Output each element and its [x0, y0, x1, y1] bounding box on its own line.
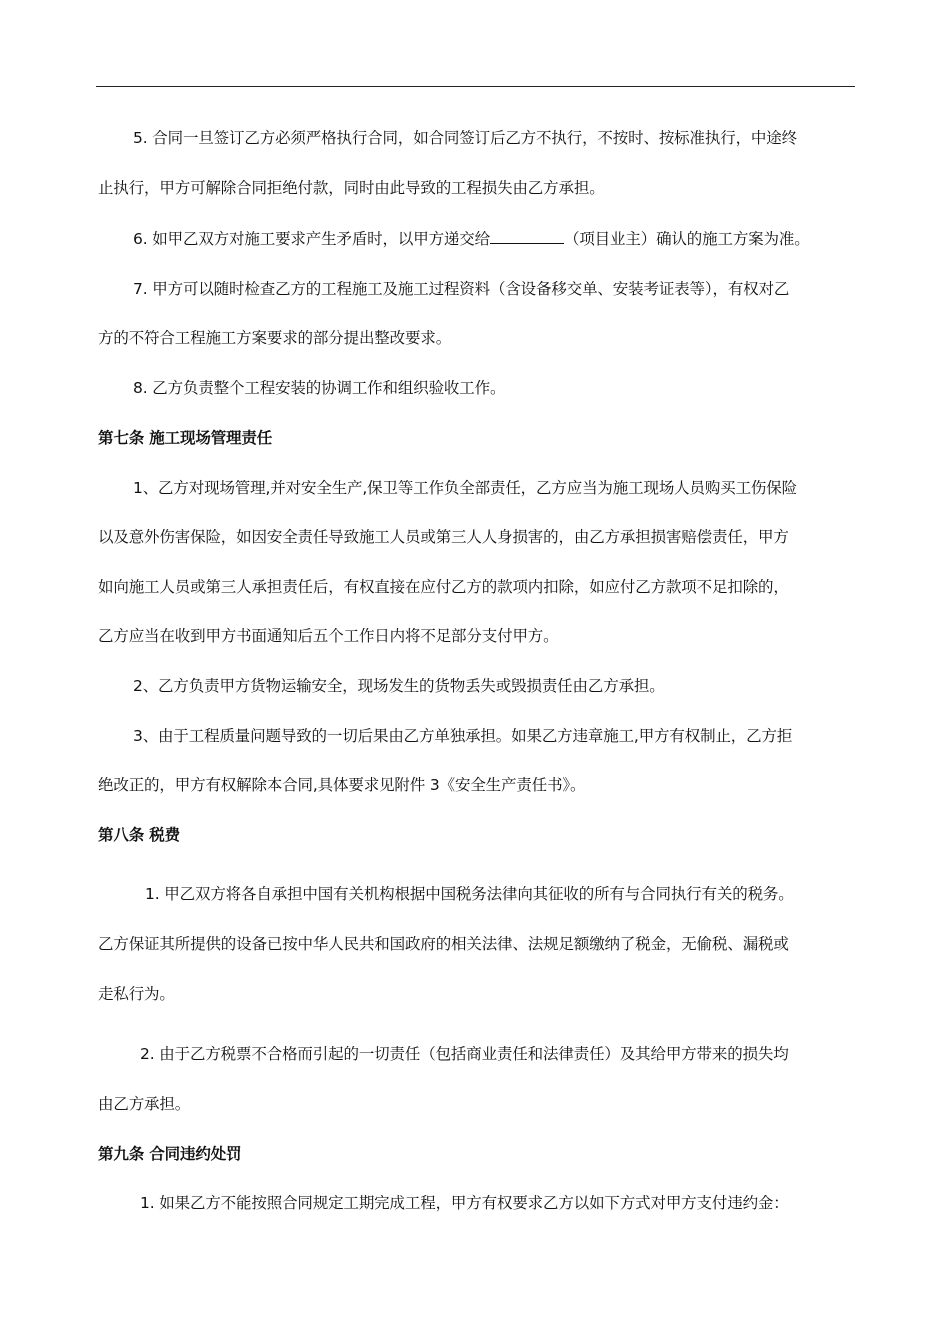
header-rule: [96, 86, 855, 87]
clause-7-item-3-line-1: 3、由于工程质量问题导致的一切后果由乙方单独承担。如果乙方违章施工,甲方有权制止，乙方拒: [133, 727, 793, 745]
clause-8-item-1-line-2: 乙方保证其所提供的设备已按中华人民共和国政府的相关法律、法规足额缴纳了税金，无偷税、漏税或: [98, 935, 789, 953]
clause-6-item-6-text-a: 6. 如甲乙双方对施工要求产生矛盾时，以甲方递交给: [133, 230, 490, 248]
clause-7-item-1-line-3: 如向施工人员或第三人承担责任后，有权直接在应付乙方的款项内扣除，如应付乙方款项不足扣除的，: [98, 578, 789, 596]
clause-6-item-8: 8. 乙方负责整个工程安装的协调工作和组织验收工作。: [133, 379, 506, 397]
clause-7-item-3-line-2: 绝改正的，甲方有权解除本合同,具体要求见附件 3《安全生产责任书》。: [98, 776, 586, 794]
clause-8-item-1-line-1: 1. 甲乙双方将各自承担中国有关机构根据中国税务法律向其征收的所有与合同执行有关的税务。: [145, 885, 794, 903]
clause-6-item-5-line-1: 5. 合同一旦签订乙方必须严格执行合同，如合同签订后乙方不执行，不按时、按标准执行，中途终: [133, 129, 797, 147]
clause-8-item-2-line-2: 由乙方承担。: [98, 1095, 191, 1113]
clause-8-item-2-line-1: 2. 由于乙方税票不合格而引起的一切责任（包括商业责任和法律责任）及其给甲方带来的损失均: [140, 1045, 789, 1063]
clause-9-item-1: 1. 如果乙方不能按照合同规定工期完成工程，甲方有权要求乙方以如下方式对甲方支付违约金：: [140, 1194, 789, 1212]
section-heading-7: 第七条 施工现场管理责任: [98, 429, 273, 447]
clause-8-item-1-line-3: 走私行为。: [98, 985, 175, 1003]
clause-6-item-6-text-b: （项目业主）确认的施工方案为准。: [563, 230, 810, 248]
fill-in-blank: [490, 228, 564, 244]
clause-6-item-5-line-2: 止执行，甲方可解除合同拒绝付款，同时由此导致的工程损失由乙方承担。: [98, 179, 605, 197]
section-heading-9: 第九条 合同违约处罚: [98, 1145, 242, 1163]
clause-7-item-1-line-2: 以及意外伤害保险，如因安全责任导致施工人员或第三人人身损害的，由乙方承担损害赔偿责任，甲方: [98, 528, 789, 546]
clause-6-item-6: [133, 228, 893, 250]
clause-7-item-1-line-4: 乙方应当在收到甲方书面通知后五个工作日内将不足部分支付甲方。: [98, 627, 559, 645]
clause-7-item-1-line-1: 1、乙方对现场管理,并对安全生产,保卫等工作负全部责任，乙方应当为施工现场人员购买工伤保险: [133, 479, 797, 497]
clause-7-item-2: 2、乙方负责甲方货物运输安全，现场发生的货物丢失或毁损责任由乙方承担。: [133, 677, 665, 695]
section-heading-8: 第八条 税费: [98, 826, 180, 844]
clause-6-item-7-line-2: 方的不符合工程施工方案要求的部分提出整改要求。: [98, 329, 452, 347]
clause-6-item-7-line-1: 7. 甲方可以随时检查乙方的工程施工及施工过程资料（含设备移交单、安装考证表等），有权对乙: [133, 280, 790, 298]
